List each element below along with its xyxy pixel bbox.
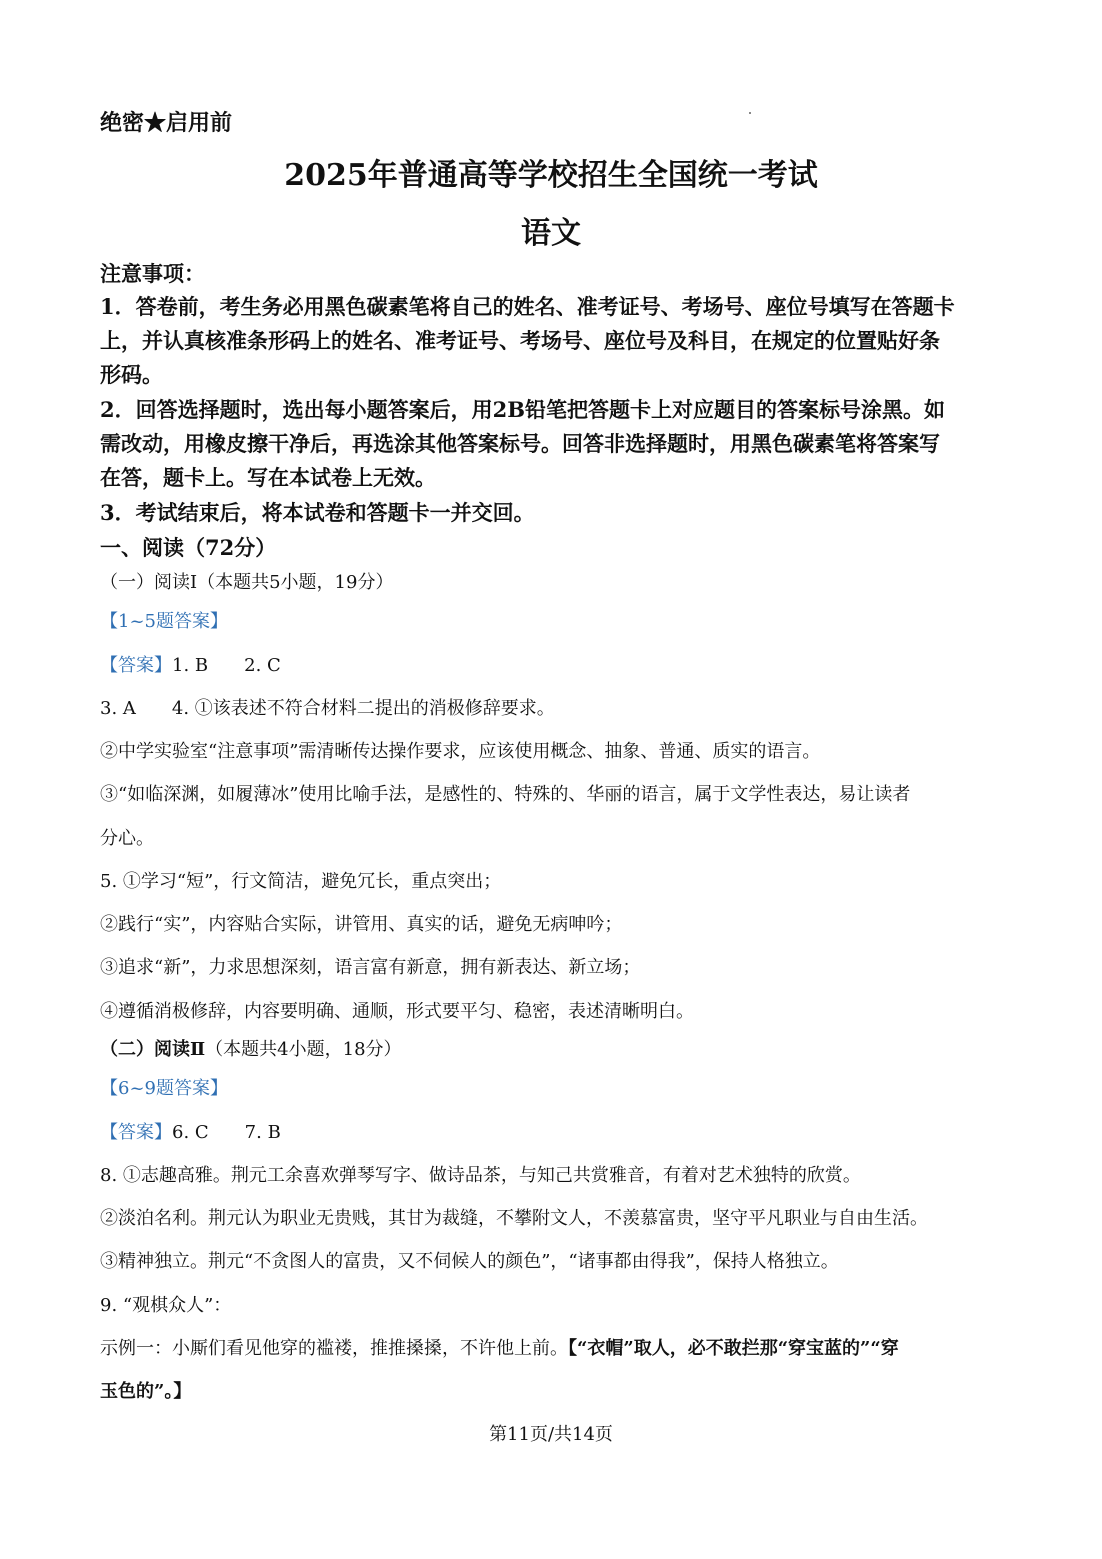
exam-title: 2025年普通高等学校招生全国统一考试 [284, 158, 818, 193]
scan-speck [749, 112, 751, 114]
answer-text: ③追求“新”，力求思想深刻，语言富有新意，拥有新表达、新立场； [100, 957, 641, 978]
notice-line: 形码。 [100, 362, 163, 387]
answer-text: ④遵循消极修辞，内容要明确、通顺，形式要平匀、稳密，表述清晰明白。 [100, 1001, 694, 1022]
example-line [100, 1334, 899, 1360]
answer-values: 6. C 7. B [172, 1122, 281, 1143]
answer-line [100, 1118, 281, 1144]
answer-label: 【答案】 [100, 1122, 172, 1143]
notice-line: 1．答卷前，考生务必用黑色碳素笔将自己的姓名、准考证号、考场号、座位号填写在答题卡 [100, 294, 955, 319]
secret-mark: 绝密★启用前 [100, 110, 233, 136]
answer-tag: 【6~9题答案】 [100, 1078, 228, 1099]
answer-text: ③“如临深渊，如履薄冰”使用比喻手法，是感性的、特殊的、华丽的语言，属于文学性表达，易让读者 [100, 784, 911, 805]
example-bold: 【“衣帽”取人，必不敢拦那“穿宝蓝的”“穿 [568, 1338, 899, 1359]
notice-line: 需改动，用橡皮擦干净后，再选涂其他答案标号。回答非选择题时，用黑色碳素笔将答案写 [100, 431, 940, 456]
subject-title: 语文 [521, 216, 581, 251]
part-heading-rest: （本题共4小题，18分） [205, 1039, 402, 1060]
notice-line: 2．回答选择题时，选出每小题答案后，用2B铅笔把答题卡上对应题目的答案标号涂黑。如 [100, 397, 945, 422]
notice-line: 上，并认真核准条形码上的姓名、准考证号、考场号、座位号及科目，在规定的位置贴好条 [100, 328, 940, 353]
part-heading-bold: （二）阅读Ⅱ [100, 1039, 206, 1060]
notice-line: 在答，题卡上。写在本试卷上无效。 [100, 465, 436, 490]
part-heading: （一）阅读Ⅰ（本题共5小题，19分） [100, 572, 394, 593]
notice-line: 3．考试结束后，将本试卷和答题卡一并交回。 [100, 500, 535, 525]
answer-text: 8. ①志趣高雅。荆元工余喜欢弹琴写字、做诗品茶，与知己共赏雅音，有着对艺术独特的欣赏。 [100, 1165, 861, 1186]
answer-text: ②淡泊名利。荆元认为职业无贵贱，其甘为裁缝，不攀附文人，不羡慕富贵，坚守平凡职业与自由生活。 [100, 1208, 928, 1229]
answer-text: ②中学实验室“注意事项”需清晰传达操作要求，应该使用概念、抽象、普通、质实的语言。 [100, 741, 821, 762]
answer-line [100, 651, 281, 677]
example-continuation: 玉色的”。】 [100, 1381, 192, 1402]
answer-text: ②践行“实”，内容贴合实际，讲管用、真实的话，避免无病呻吟； [100, 914, 623, 935]
answer-text: 9. “观棋众人”： [100, 1295, 232, 1316]
answer-text: 5. ①学习“短”，行文简洁，避免冗长，重点突出； [100, 871, 502, 892]
section-heading: 一、阅读（72分） [100, 535, 277, 560]
answer-text: 3. A 4. ①该表述不符合材料二提出的消极修辞要求。 [100, 698, 555, 719]
page-number: 第11页/共14页 [489, 1424, 613, 1445]
answer-tag: 【1~5题答案】 [100, 611, 228, 632]
answer-label: 【答案】 [100, 655, 172, 676]
answer-text: 分心。 [100, 828, 154, 849]
example-text: 示例一：小厮们看见他穿的褴褛，推推搡搡，不许他上前。 [100, 1338, 568, 1359]
part-heading [100, 1035, 402, 1061]
answer-values: 1. B 2. C [172, 655, 281, 676]
answer-text: ③精神独立。荆元“不贪图人的富贵，又不伺候人的颜色”，“诸事都由得我”，保持人格独立。 [100, 1251, 839, 1272]
notice-heading: 注意事项： [100, 261, 205, 286]
